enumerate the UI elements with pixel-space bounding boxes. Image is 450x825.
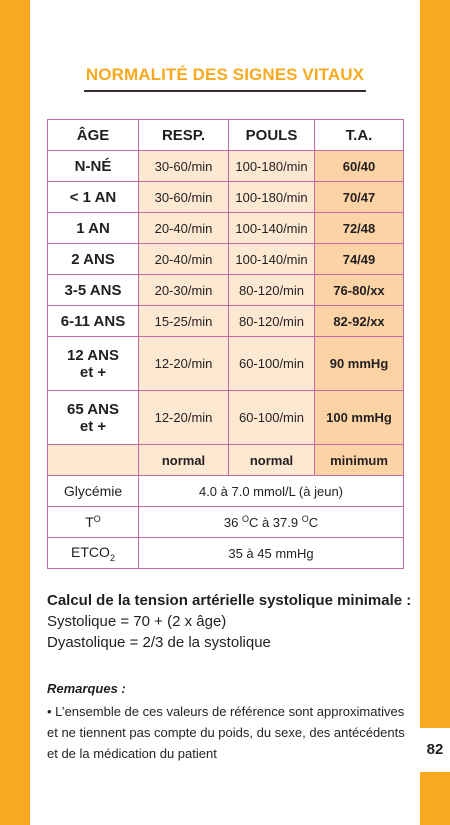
ta-cell: 100 mmHg — [315, 391, 404, 445]
table-row — [48, 306, 404, 337]
temperature-value — [139, 507, 404, 538]
calc-systolic: Systolique = 70 + (2 x âge) — [47, 613, 227, 630]
degree-sup: O — [241, 514, 249, 524]
table-row — [48, 244, 404, 275]
header-pouls: POULS — [229, 120, 315, 151]
calc-title: Calcul de la tension artérielle systolique minimale : — [47, 592, 412, 609]
age-line-1: 65 ANS — [67, 400, 119, 418]
pouls-cell: 60-100/min — [229, 391, 315, 445]
temperature-label — [48, 507, 139, 538]
temperature-value-a: 36 — [223, 515, 242, 530]
temperature-label-text: T — [85, 514, 94, 530]
resp-cell: 30-60/min — [139, 151, 229, 182]
age-cell: 6-11 ANS — [48, 306, 139, 337]
pouls-cell: 100-140/min — [229, 244, 315, 275]
ta-cell: 82-92/xx — [315, 306, 404, 337]
age-cell: 2 ANS — [48, 244, 139, 275]
age-line-1: 12 ANS — [67, 346, 119, 364]
age-cell: 1 AN — [48, 213, 139, 244]
etco2-value: 35 à 45 mmHg — [139, 538, 404, 569]
vital-signs-table — [47, 119, 404, 569]
temperature-value-b: C à 37.9 — [248, 515, 302, 530]
age-line-2: et + — [79, 417, 107, 435]
age-cell: N-NÉ — [48, 151, 139, 182]
etco2-label — [48, 538, 139, 569]
etco2-label-text: ETCO — [71, 543, 110, 560]
table-row — [48, 391, 404, 445]
ta-cell: 72/48 — [315, 213, 404, 244]
etco2-row — [48, 538, 404, 569]
pouls-cell: 100-180/min — [229, 182, 315, 213]
age-cell: 3-5 ANS — [48, 275, 139, 306]
age-line-2: et + — [79, 363, 107, 381]
page-number: 82 — [426, 741, 444, 758]
degree-sup: O — [301, 514, 309, 524]
left-color-band — [0, 0, 30, 825]
resp-cell: 20-40/min — [139, 213, 229, 244]
table-row — [48, 182, 404, 213]
pouls-cell: 100-180/min — [229, 151, 315, 182]
age-cell — [48, 391, 139, 445]
pouls-cell: 60-100/min — [229, 337, 315, 391]
temperature-value-c: C — [308, 515, 319, 530]
empty-cell — [48, 445, 139, 476]
page-title: NORMALITÉ DES SIGNES VITAUX — [84, 65, 366, 92]
pouls-cell: 80-120/min — [229, 275, 315, 306]
table-row — [48, 275, 404, 306]
table-footer-row — [48, 445, 404, 476]
header-resp: RESP. — [139, 120, 229, 151]
ta-cell: 74/49 — [315, 244, 404, 275]
ta-cell: 90 mmHg — [315, 337, 404, 391]
ta-cell: 76-80/xx — [315, 275, 404, 306]
remarks-title: Remarques : — [47, 681, 126, 696]
resp-cell: 30-60/min — [139, 182, 229, 213]
table-header-row — [48, 120, 404, 151]
pouls-footer: normal — [229, 445, 315, 476]
header-age: ÂGE — [48, 120, 139, 151]
temperature-label-sup: O — [93, 514, 101, 524]
right-color-band-bottom — [420, 772, 450, 825]
glycemia-row — [48, 476, 404, 507]
right-color-band — [420, 0, 450, 728]
table-row — [48, 213, 404, 244]
resp-cell: 15-25/min — [139, 306, 229, 337]
etco2-label-sub: 2 — [109, 552, 115, 563]
age-cell: < 1 AN — [48, 182, 139, 213]
glycemia-value: 4.0 à 7.0 mmol/L (à jeun) — [139, 476, 404, 507]
remarks-text: • L’ensemble de ces valeurs de référence sont approximatives et ne tiennent pas compte du poids, du sexe, des antécédents et de la médication du patient — [47, 704, 405, 761]
pouls-cell: 100-140/min — [229, 213, 315, 244]
table-row — [48, 151, 404, 182]
resp-cell: 12-20/min — [139, 391, 229, 445]
resp-cell: 12-20/min — [139, 337, 229, 391]
age-cell — [48, 337, 139, 391]
pouls-cell: 80-120/min — [229, 306, 315, 337]
resp-cell: 20-30/min — [139, 275, 229, 306]
glycemia-label: Glycémie — [48, 476, 139, 507]
temperature-row — [48, 507, 404, 538]
table-row — [48, 337, 404, 391]
ta-cell: 60/40 — [315, 151, 404, 182]
calc-diastolic: Dyastolique = 2/3 de la systolique — [47, 634, 271, 651]
ta-cell: 70/47 — [315, 182, 404, 213]
resp-footer: normal — [139, 445, 229, 476]
header-ta: T.A. — [315, 120, 404, 151]
ta-footer: minimum — [315, 445, 404, 476]
resp-cell: 20-40/min — [139, 244, 229, 275]
